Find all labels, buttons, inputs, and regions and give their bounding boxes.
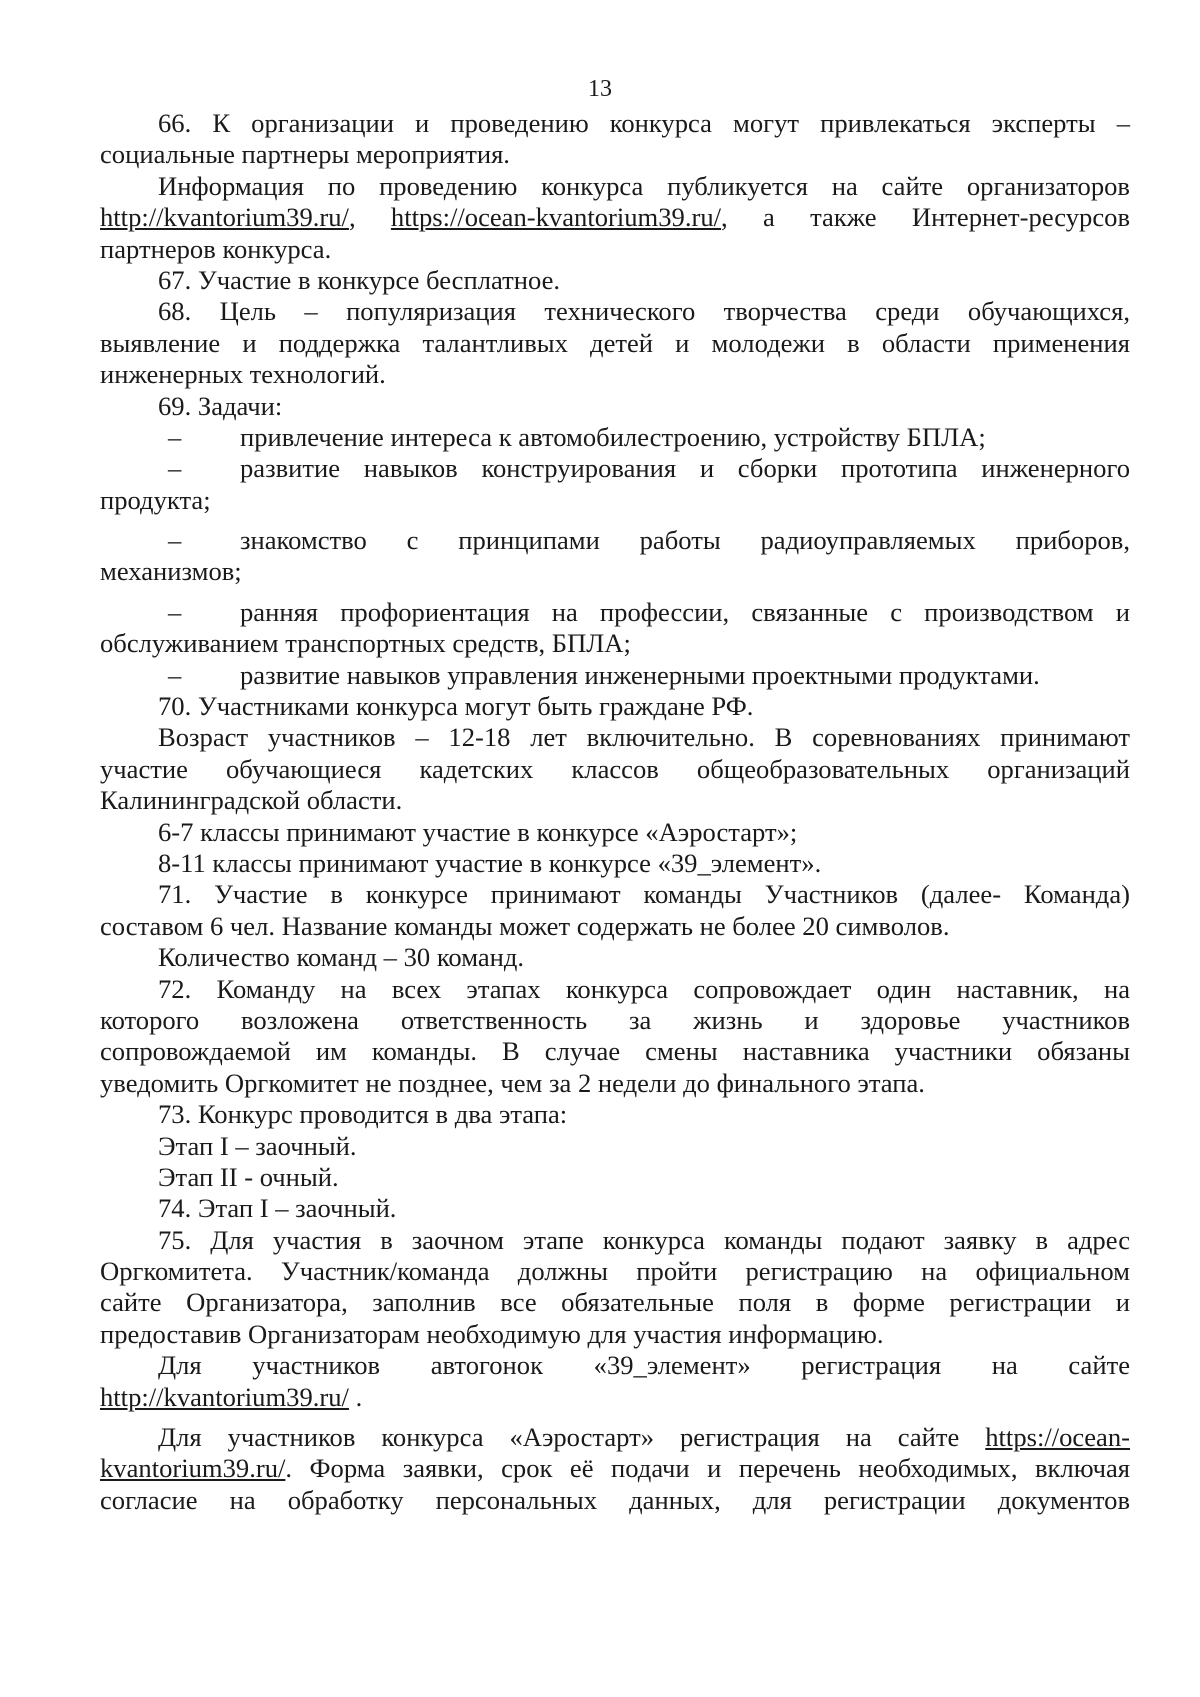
bullet-text: ранняя профориентация на профессии, связанные с производством и — [240, 596, 1130, 627]
paragraph-68-line: инженерных технологий. — [100, 359, 386, 390]
paragraph-71-line: составом 6 чел. Название команды может содержать не более 20 символов. — [100, 910, 950, 941]
team-count: Количество команд – 30 команд. — [158, 942, 525, 973]
paragraph-72-line: которого возложена ответственность за жизнь и здоровье участников — [100, 1004, 1130, 1035]
classes-39-element: 8-11 классы принимают участие в конкурсе «39_элемент». — [158, 847, 822, 878]
paragraph-75-line: сайте Организатора, заполнив все обязательные поля в форме регистрации и — [100, 1287, 1130, 1318]
link-separator: , — [348, 202, 391, 233]
paragraph-72-line: 72. Команду на всех этапах конкурса сопровождает один наставник, на — [158, 973, 1130, 1004]
bullet-continuation: продукта; — [100, 484, 211, 515]
paragraph-66-line: 66. К организации и проведению конкурса могут привлекаться эксперты – — [158, 108, 1130, 138]
bullet-dash: – — [168, 525, 182, 556]
bullet-dash: – — [168, 659, 182, 690]
stage-1: Этап I – заочный. — [158, 1130, 357, 1161]
bullet-text: развитие навыков конструирования и сборки прототипа инженерного — [240, 453, 1130, 484]
info-paragraph-line: партнеров конкурса. — [100, 233, 332, 264]
bullet-continuation: механизмов; — [100, 556, 242, 587]
paragraph-74: 74. Этап I – заочный. — [158, 1193, 397, 1224]
paragraph-68-line: 68. Цель – популяризация технического творчества среди обучающихся, — [158, 296, 1130, 327]
bullet-dash: – — [168, 421, 182, 452]
bullet-text: привлечение интереса к автомобилестроению, устройству БПЛА; — [240, 421, 986, 452]
autorace-registration-line: http://kvantorium39.ru/ . — [100, 1381, 363, 1412]
paragraph-71-line: 71. Участие в конкурсе принимают команды Участников (далее- Команда) — [158, 879, 1130, 910]
paragraph-67: 67. Участие в конкурсе бесплатное. — [158, 264, 561, 295]
task-bullet — [100, 453, 1130, 484]
aerostart-registration-line: kvantorium39.ru/. Форма заявки, срок её подачи и перечень необходимых, включая — [100, 1453, 1130, 1484]
bullet-dash: – — [168, 596, 182, 627]
paragraph-75-line: Оргкомитета. Участник/команда должны пройти регистрацию на официальном — [100, 1256, 1130, 1287]
stage-2: Этап II - очный. — [158, 1161, 339, 1192]
page-number: 13 — [588, 76, 612, 102]
ocean-kvantorium-link[interactable]: kvantorium39.ru/ — [100, 1453, 286, 1484]
bullet-text: развитие навыков управления инженерными проектными продуктами. — [240, 659, 1040, 690]
classes-aerostart: 6-7 классы принимают участие в конкурсе «Аэростарт»; — [158, 816, 798, 847]
aerostart-registration-line: Для участников конкурса «Аэростарт» регистрация на сайте https://ocean- — [158, 1422, 1130, 1453]
bullet-continuation: обслуживанием транспортных средств, БПЛА; — [100, 628, 631, 659]
document-body — [100, 108, 1130, 1516]
paragraph-73: 73. Конкурс проводится в два этапа: — [158, 1099, 568, 1130]
task-bullet — [100, 660, 1130, 691]
paragraph-70: 70. Участниками конкурса могут быть граждане РФ. — [158, 691, 754, 722]
info-links-rest: , а также Интернет-ресурсов — [721, 202, 1130, 233]
paragraph-66-line: социальные партнеры мероприятия. — [100, 139, 510, 170]
aerostart-registration-line: согласие на обработку персональных данных, для регистрации документов — [100, 1484, 1130, 1515]
paragraph-75-line: 75. Для участия в заочном этапе конкурса команды подают заявку в адрес — [158, 1224, 1130, 1255]
paragraph-69-heading: 69. Задачи: — [158, 390, 283, 421]
bullet-text: знакомство с принципами работы радиоуправляемых приборов, — [240, 525, 1130, 556]
paragraph-72-line: сопровождаемой им команды. В случае смены наставника участники обязаны — [100, 1036, 1130, 1067]
task-bullet — [100, 525, 1130, 556]
paragraph-68-line: выявление и поддержка талантливых детей и молодежи в области применения — [100, 327, 1130, 358]
autorace-registration-line: Для участников автогонок «39_элемент» регистрация на сайте — [158, 1350, 1130, 1381]
info-paragraph-line: Информация по проведению конкурса публикуется на сайте организаторов — [158, 170, 1130, 201]
kvantorium-link[interactable]: http://kvantorium39.ru/ — [100, 202, 349, 233]
ocean-kvantorium-link[interactable]: https://ocean-kvantorium39.ru/ — [390, 202, 722, 233]
kvantorium-link[interactable]: http://kvantorium39.ru/ — [100, 1381, 349, 1412]
info-links-line — [100, 202, 1130, 233]
age-paragraph-line: Возраст участников – 12-18 лет включительно. В соревнованиях принимают — [158, 722, 1130, 753]
age-paragraph-line: участие обучающиеся кадетских классов общеобразовательных организаций — [100, 753, 1130, 784]
paragraph-72-line: уведомить Оргкомитет не позднее, чем за 2 недели до финального этапа. — [100, 1067, 925, 1098]
bullet-dash: – — [168, 453, 182, 484]
age-paragraph-line: Калининградской области. — [100, 785, 403, 816]
task-bullet — [100, 422, 1130, 453]
paragraph-75-line: предоставив Организаторам необходимую для участия информацию. — [100, 1318, 884, 1349]
ocean-kvantorium-link[interactable]: https://ocean- — [985, 1422, 1130, 1453]
task-bullet — [100, 597, 1130, 628]
